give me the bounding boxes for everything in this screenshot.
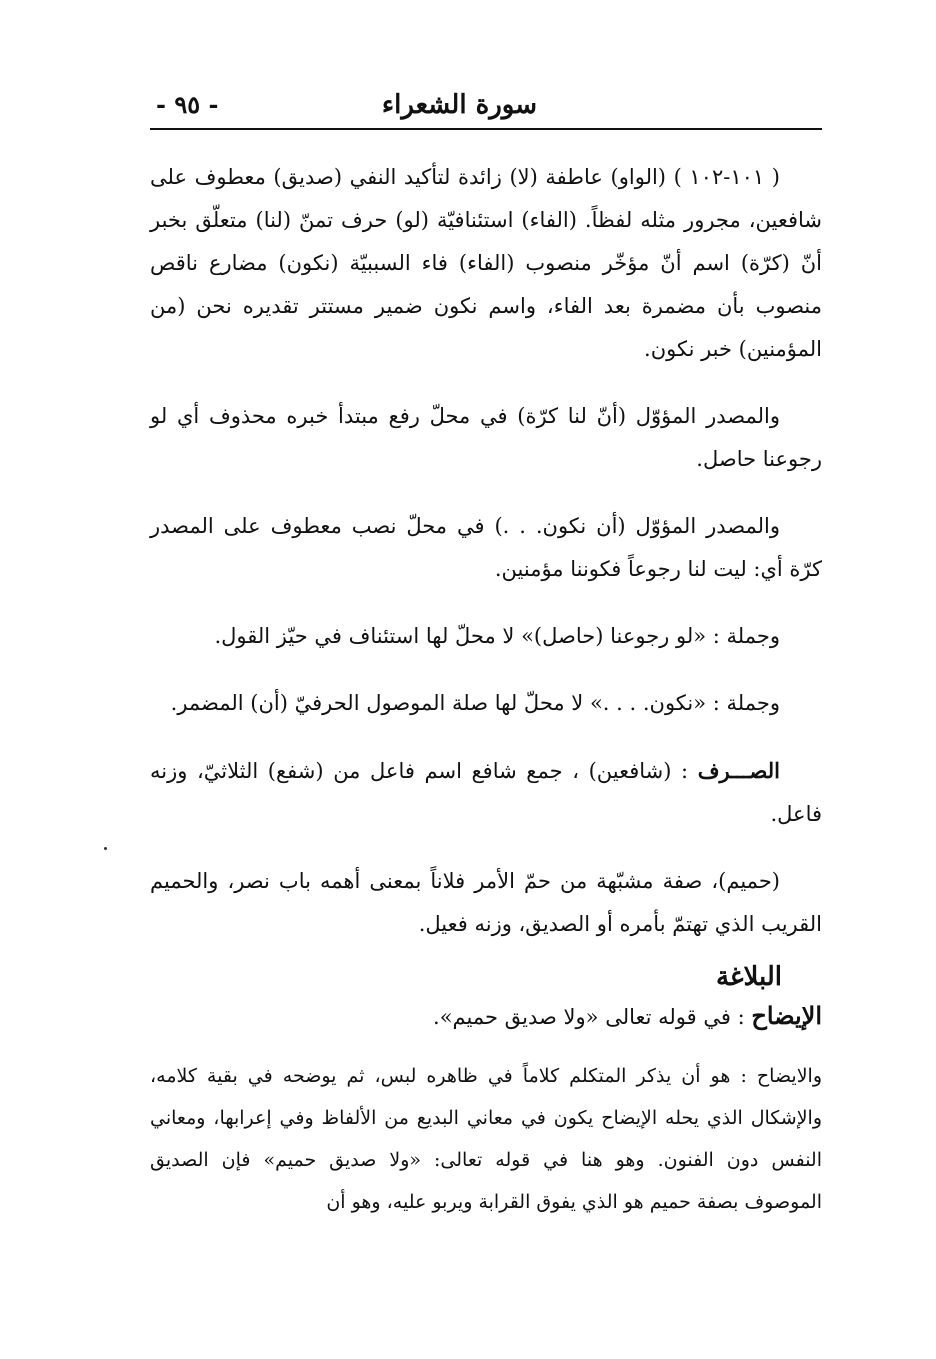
balagha-body: والايضاح : هو أن يذكر المتكلم كلاماً في ظاهره لبس، ثم يوضحه في بقية كلامه، والإشكال الذي يحله الإيضاح يكون في معاني البديع من الألفاظ وفي إعرابها، ومعاني النفس دون الفنون. وهو هنا في قوله تعالى: «ولا صديق حميم» فإن الصديق الموصوف بصفة حميم هو الذي يفوق القرابة ويربو عليه، وهو أن <box>150 1065 822 1213</box>
balagha-heading: البلاغة <box>715 962 782 992</box>
paragraph-jumla-2: وجملة : «نكون. . . .» لا محلّ لها صلة الموصول الحرفيّ (أن) المضمر. <box>170 691 780 715</box>
sarf-label: الصـــرف <box>697 758 780 783</box>
idah-intro: : في قوله تعالى «ولا صديق حميم». <box>433 1005 752 1029</box>
paragraph-jumla-1: وجملة : «لو رجوعنا (حاصل)» لا محلّ لها استئناف في حيّز القول. <box>214 624 780 648</box>
surah-title: سورة الشعراء <box>381 90 537 120</box>
sarf-text: : (شافعين) ، جمع شافع اسم فاعل من (شفع) الثلاثيّ، وزنه فاعل. <box>150 759 822 826</box>
main-text <box>150 156 822 1213</box>
paragraph-grammar-101-102: ( ١٠١-١٠٢ ) (الواو) عاطفة (لا) زائدة لتأكيد النفي (صديق) معطوف على شافعين، مجرور مثله لفظاً. (الفاء) استئنافيّة (لو) حرف تمنّ (لنا) متعلّق بخبر أنّ (كرّة) اسم أنّ مؤخّر منصوب (الفاء) فاء السببيّة (نكون) مضارع ناقص منصوب بأن مضمرة بعد الفاء، واسم نكون ضمير مستتر تقديره نحن (من المؤمنين) خبر نكون. <box>150 165 822 361</box>
paragraph-masdar-1: والمصدر المؤوّل (أنّ لنا كرّة) في محلّ رفع مبتدأ خبره محذوف أي لو رجوعنا حاصل. <box>150 404 822 471</box>
idah-line <box>150 999 822 1034</box>
paragraph-masdar-2: والمصدر المؤوّل (أن نكون. . .) في محلّ نصب معطوف على المصدر كرّة أي: ليت لنا رجوعاً فكوننا مؤمنين. <box>150 514 822 581</box>
scan-dot <box>104 847 107 850</box>
paragraph-hamim: (حميم)، صفة مشبّهة من حمّ الأمر فلاناً بمعنى أهمه باب نصر، والحميم القريب الذي تهتمّ بأمره أو الصديق، وزنه فعيل. <box>150 869 822 936</box>
idah-label: الإيضاح <box>751 1001 822 1030</box>
header-rule <box>150 128 822 130</box>
paragraph-sarf <box>150 749 822 836</box>
page-number: - ٩٥ - <box>156 90 219 119</box>
page-header <box>150 88 822 130</box>
